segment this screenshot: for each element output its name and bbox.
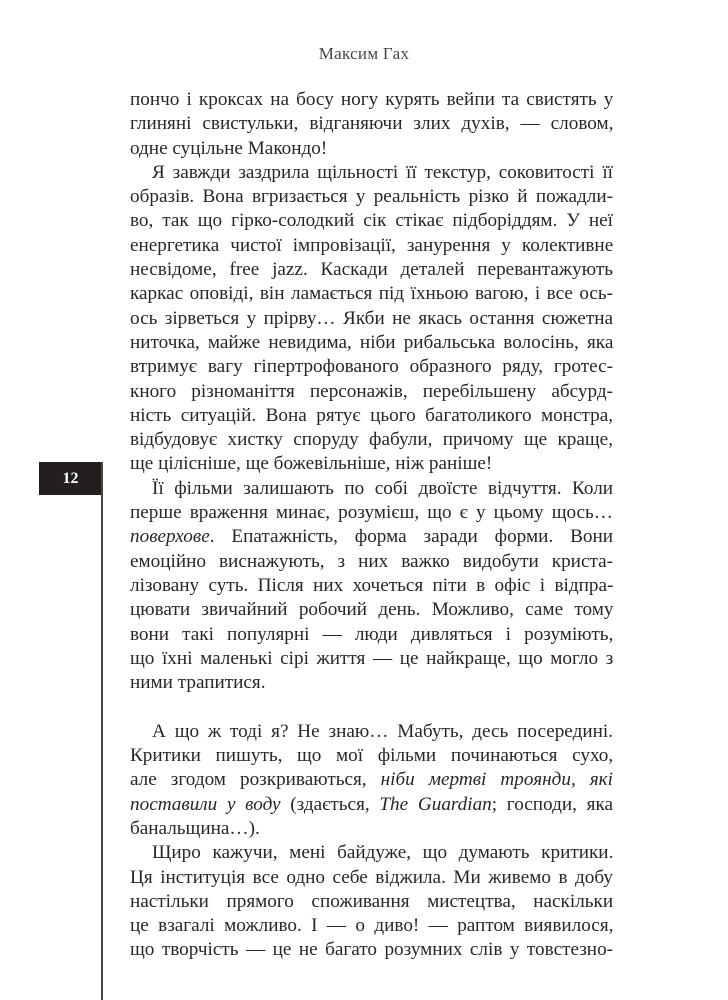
text-run: перше враження минає, розумієш, що є у цьому щось… <box>130 502 613 524</box>
text-run: це взагалі можливо. І — о диво! — раптом виявилося, <box>130 915 614 937</box>
paragraph <box>130 88 613 161</box>
text-line <box>130 744 613 768</box>
text-run: ; господи, яка <box>491 793 613 815</box>
italic-text: ніби мертві троянди, які <box>380 769 613 791</box>
text-line <box>130 282 613 306</box>
text-run: Я завжди заздрила щільності її текстур, соковитості її <box>152 161 613 183</box>
text-line <box>130 598 613 622</box>
text-run: кного різноманіття персонажів, перебільшену абсурд- <box>130 380 613 402</box>
text-line <box>130 234 613 258</box>
text-line <box>130 671 613 695</box>
text-line <box>130 647 613 671</box>
text-run: ниточка, майже невидима, ніби рибальська волосінь, яка <box>130 331 614 353</box>
text-run: що творчість — це не багато розумних слів у товстезно- <box>130 939 614 961</box>
text-run: Ця інституція все одно себе віджила. Ми живемо в добу <box>130 866 613 888</box>
text-run: вони такі популярні — люди дивляться і розуміють, <box>130 623 614 645</box>
text-line <box>130 768 613 792</box>
text-line <box>130 355 613 379</box>
text-line <box>130 720 613 744</box>
text-line <box>130 793 613 817</box>
text-line <box>130 623 613 647</box>
paragraph <box>130 161 613 477</box>
text-line <box>130 501 613 525</box>
paragraph <box>130 477 613 696</box>
italic-text: поверхове <box>130 526 210 548</box>
text-line <box>130 307 613 331</box>
text-run: каркас оповіді, він ламається під їхньою вагою, і все ось- <box>130 283 614 305</box>
text-line <box>130 209 613 233</box>
text-run: відбудовує хистку споруду фабули, причому ще краще, <box>130 429 613 451</box>
text-run: . Епатажність, форма заради форми. Вони <box>209 526 613 548</box>
text-line <box>130 452 613 476</box>
text-line <box>130 914 613 938</box>
paragraph <box>130 720 613 841</box>
text-line <box>130 137 613 161</box>
text-run: банальщина…). <box>130 817 260 839</box>
text-run: ось зірветься у прірву… Якби не якась остання сюжетна <box>130 307 613 329</box>
text-line <box>130 404 613 428</box>
text-run: образів. Вона вгризається у реальність різко й пожадли- <box>130 186 613 208</box>
body-text <box>130 88 613 963</box>
text-run: лізовану суть. Після них хочеться піти в офіс і відпра- <box>130 574 614 596</box>
text-line <box>130 428 613 452</box>
text-run: ність ситуацій. Вона рятує цього багатоликого монстра, <box>130 404 614 426</box>
text-run: емоційно виснажують, з них важко видобути криста- <box>130 550 613 572</box>
paragraph-gap <box>130 695 613 719</box>
text-run: але згодом розкриваються, <box>130 769 381 791</box>
text-run: глиняні свистульки, відганяючи злих духів, — словом, <box>130 113 614 135</box>
text-run: несвідоме, free jazz. Каскади деталей перевантажують <box>130 259 613 281</box>
page-number-tab <box>39 462 102 495</box>
italic-text: поставили у воду <box>130 793 281 815</box>
text-line <box>130 866 613 890</box>
italic-text: The Guardian <box>379 793 492 815</box>
text-run: одне суцільне Макондо! <box>130 137 328 159</box>
text-line <box>130 938 613 962</box>
text-run: Її фільми залишають по собі двоїсте відчуття. Коли <box>152 477 614 499</box>
text-line <box>130 112 613 136</box>
text-line <box>130 161 613 185</box>
text-run: настільки прямого споживання мистецтва, наскільки <box>130 890 614 912</box>
page-number: 12 <box>62 469 79 487</box>
text-run: Щиро кажучи, мені байдуже, що думають критики. <box>152 842 614 864</box>
text-line <box>130 841 613 865</box>
text-run: що їхні маленькі сірі життя — це найкраще, що могло з <box>130 647 614 669</box>
text-line <box>130 890 613 914</box>
running-head-author: Максим Гах <box>318 44 410 63</box>
text-run: (здається, <box>280 793 380 815</box>
text-run: ще цілісніше, ще божевільніше, ніж раніше! <box>130 453 493 475</box>
text-run: енергетика чистої імпровізації, занурення у колективне <box>130 234 614 256</box>
text-line <box>130 380 613 404</box>
text-run: во, так що гірко-солодкий сік стікає підборіддям. У неї <box>130 210 613 232</box>
margin-rule <box>101 462 103 1000</box>
text-run: ними трапитися. <box>130 672 266 694</box>
text-line <box>130 88 613 112</box>
text-line <box>130 525 613 549</box>
text-line <box>130 185 613 209</box>
text-line <box>130 477 613 501</box>
text-line <box>130 550 613 574</box>
text-line <box>130 331 613 355</box>
text-line <box>130 258 613 282</box>
text-run: А що ж тоді я? Не знаю… Мабуть, десь посередині. <box>152 720 613 742</box>
text-run: Критики пишуть, що мої фільми починаються сухо, <box>130 745 614 767</box>
paragraph <box>130 841 613 962</box>
text-run: пончо і кроксах на босу ногу курять вейпи та свистять у <box>130 89 614 110</box>
text-line <box>130 817 613 841</box>
text-line <box>130 574 613 598</box>
text-run: цювати звичайний робочий день. Можливо, саме тому <box>130 599 614 621</box>
text-run: втримує вагу гіпертрофованого образного ряду, гротес- <box>130 356 613 378</box>
